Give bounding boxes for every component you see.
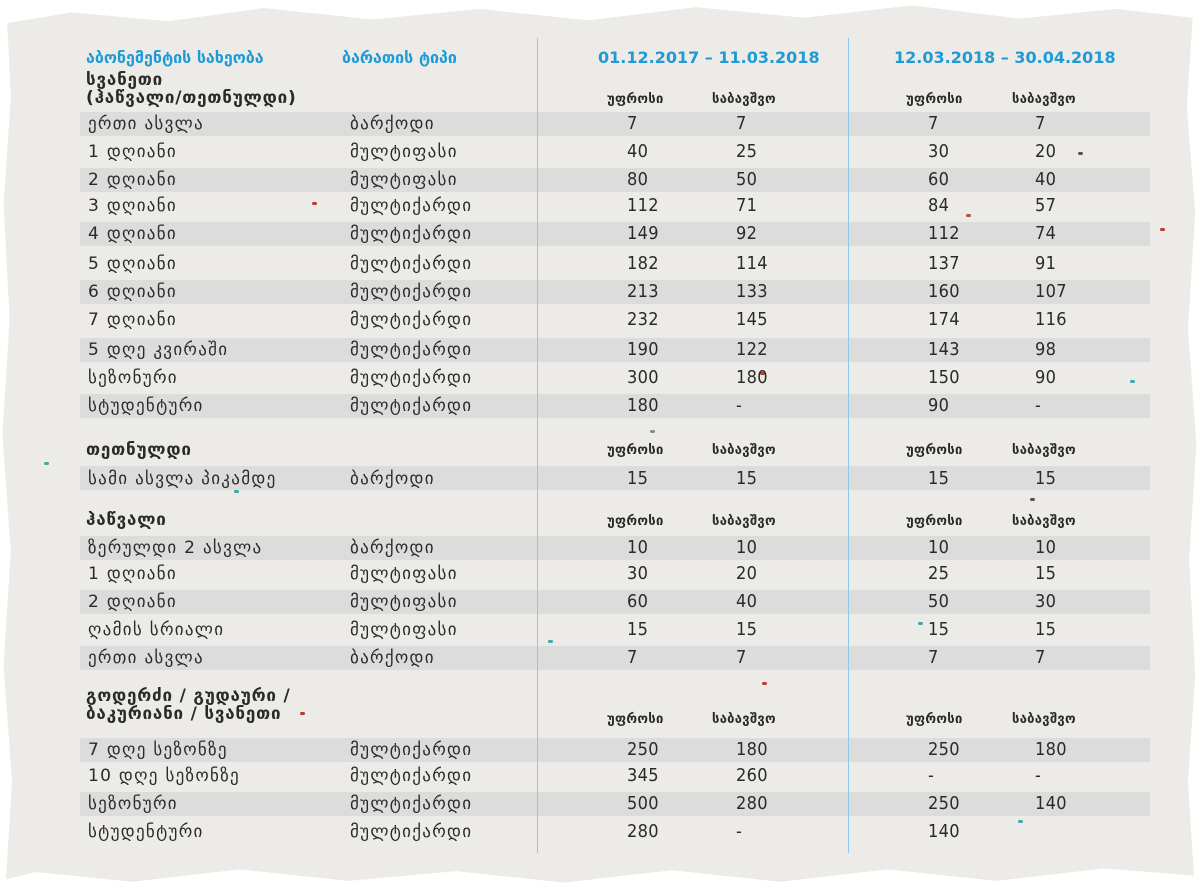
row-price-p2-adult: 112	[928, 223, 960, 244]
row-price-p1-child: 15	[736, 619, 758, 640]
row-pass-name: 10 დღე სეზონზე	[88, 766, 240, 786]
row-price-p1-child: -	[736, 395, 743, 416]
row-price-p2-adult: -	[928, 765, 935, 786]
row-price-p2-adult: 60	[928, 169, 950, 190]
row-price-p1-adult: 180	[627, 395, 659, 416]
row-price-p1-child: 7	[736, 113, 747, 134]
row-price-p2-child: 10	[1035, 537, 1057, 558]
row-price-p1-adult: 190	[627, 339, 659, 360]
row-price-p1-child: 40	[736, 591, 758, 612]
row-price-p2-adult: 30	[928, 141, 950, 162]
row-card-type: ბარქოდი	[350, 648, 435, 668]
row-price-p2-child: 15	[1035, 468, 1057, 489]
row-price-p2-adult: 7	[928, 647, 939, 668]
row-price-p1-child: 114	[736, 253, 768, 274]
row-price-p1-adult: 60	[627, 591, 649, 612]
subheader-adult: უფროსი	[607, 443, 664, 458]
row-card-type: მულტიქარდი	[350, 254, 473, 274]
row-pass-name: 4 დღიანი	[88, 224, 177, 244]
row-card-type: მულტიფასი	[350, 620, 458, 640]
subheader-adult: უფროსი	[906, 712, 963, 727]
row-card-type: მულტიქარდი	[350, 224, 473, 244]
subheader-child: საბავშვო	[1012, 712, 1076, 727]
row-pass-name: ერთი ასვლა	[88, 114, 204, 134]
subheader-adult: უფროსი	[607, 712, 664, 727]
subheader-adult: უფროსი	[607, 514, 664, 529]
subheader-child: საბავშვო	[1012, 443, 1076, 458]
row-pass-name: 7 დღე სეზონზე	[88, 740, 228, 760]
row-card-type: მულტიქარდი	[350, 766, 473, 786]
subheader-child: საბავშვო	[712, 92, 776, 107]
row-pass-name: სამი ასვლა პიკამდე	[88, 469, 277, 489]
row-price-p2-child: -	[1035, 765, 1042, 786]
row-pass-name: 1 დღიანი	[88, 564, 177, 584]
row-price-p1-child: 50	[736, 169, 758, 190]
row-pass-name: 1 დღიანი	[88, 142, 177, 162]
row-price-p2-child: 107	[1035, 281, 1067, 302]
row-price-p1-adult: 213	[627, 281, 659, 302]
row-price-p2-child: 90	[1035, 367, 1057, 388]
row-price-p1-adult: 7	[627, 647, 638, 668]
row-price-p2-adult: 140	[928, 821, 960, 842]
subheader-child: საბავშვო	[712, 514, 776, 529]
row-pass-name: 2 დღიანი	[88, 170, 177, 190]
row-price-p1-child: 180	[736, 367, 768, 388]
row-price-p2-adult: 150	[928, 367, 960, 388]
row-price-p2-child: 140	[1035, 793, 1067, 814]
row-price-p1-child: 25	[736, 141, 758, 162]
row-price-p2-child: 116	[1035, 309, 1067, 330]
row-card-type: ბარქოდი	[350, 538, 435, 558]
row-price-p1-adult: 15	[627, 468, 649, 489]
row-price-p1-adult: 15	[627, 619, 649, 640]
header-period-2: 12.03.2018 – 30.04.2018	[894, 48, 1116, 67]
row-card-type: მულტიფასი	[350, 564, 458, 584]
subheader-adult: უფროსი	[906, 514, 963, 529]
row-price-p2-child: 91	[1035, 253, 1057, 274]
row-price-p1-child: 180	[736, 739, 768, 760]
row-price-p2-adult: 15	[928, 468, 950, 489]
row-price-p1-child: 145	[736, 309, 768, 330]
row-price-p2-child: 74	[1035, 223, 1057, 244]
row-price-p2-adult: 143	[928, 339, 960, 360]
row-card-type: ბარქოდი	[350, 469, 435, 489]
row-card-type: მულტიქარდი	[350, 396, 473, 416]
row-price-p1-adult: 10	[627, 537, 649, 558]
row-card-type: მულტიქარდი	[350, 794, 473, 814]
subheader-child: საბავშვო	[1012, 92, 1076, 107]
row-pass-name: სეზონური	[88, 368, 178, 388]
row-price-p1-child: 7	[736, 647, 747, 668]
row-price-p2-adult: 137	[928, 253, 960, 274]
subheader-child: საბავშვო	[712, 443, 776, 458]
row-card-type: მულტიქარდი	[350, 740, 473, 760]
row-pass-name: 6 დღიანი	[88, 282, 177, 302]
row-card-type: მულტიქარდი	[350, 196, 473, 216]
row-card-type: მულტიქარდი	[350, 368, 473, 388]
section-title: თეთნულდი	[86, 440, 192, 460]
row-pass-name: სტუდენტური	[88, 822, 204, 842]
header-pass-name: აბონემენტის სახეობა	[86, 48, 264, 67]
row-price-p2-child: 15	[1035, 619, 1057, 640]
header-period-1: 01.12.2017 – 11.03.2018	[598, 48, 820, 67]
row-price-p1-adult: 280	[627, 821, 659, 842]
row-pass-name: ღამის სრიალი	[88, 620, 225, 640]
subheader-child: საბავშვო	[1012, 514, 1076, 529]
row-price-p1-child: 260	[736, 765, 768, 786]
row-pass-name: 5 დღე კვირაში	[88, 340, 229, 360]
row-card-type: მულტიქარდი	[350, 340, 473, 360]
row-price-p1-adult: 40	[627, 141, 649, 162]
subheader-adult: უფროსი	[607, 92, 664, 107]
row-price-p1-adult: 112	[627, 195, 659, 216]
row-card-type: მულტიფასი	[350, 592, 458, 612]
row-price-p2-adult: 25	[928, 563, 950, 584]
row-price-p2-child: 15	[1035, 563, 1057, 584]
row-card-type: მულტიფასი	[350, 170, 458, 190]
column-divider-1	[537, 38, 538, 853]
row-price-p1-adult: 30	[627, 563, 649, 584]
row-card-type: მულტიქარდი	[350, 282, 473, 302]
row-price-p2-adult: 7	[928, 113, 939, 134]
row-price-p2-adult: 90	[928, 395, 950, 416]
row-price-p2-child: -	[1035, 395, 1042, 416]
header-card-type: ბარათის ტიპი	[342, 48, 457, 67]
row-price-p1-adult: 250	[627, 739, 659, 760]
section-title: ჰაწვალი	[86, 510, 167, 530]
row-price-p2-child: 20	[1035, 141, 1057, 162]
row-price-p2-adult: 250	[928, 793, 960, 814]
row-price-p2-child: 7	[1035, 113, 1046, 134]
row-pass-name: 3 დღიანი	[88, 196, 177, 216]
row-price-p2-child: 30	[1035, 591, 1057, 612]
row-price-p1-adult: 300	[627, 367, 659, 388]
section-title: (ჰაწვალი/თეთნულდი)	[86, 88, 297, 108]
row-price-p2-child: 180	[1035, 739, 1067, 760]
row-price-p1-adult: 232	[627, 309, 659, 330]
row-pass-name: სეზონური	[88, 794, 178, 814]
column-divider-2	[848, 38, 849, 853]
row-pass-name: 2 დღიანი	[88, 592, 177, 612]
row-price-p1-child: 122	[736, 339, 768, 360]
row-pass-name: 7 დღიანი	[88, 310, 177, 330]
row-price-p2-child: 7	[1035, 647, 1046, 668]
row-pass-name: 5 დღიანი	[88, 254, 177, 274]
row-price-p2-adult: 84	[928, 195, 950, 216]
row-price-p1-child: 15	[736, 468, 758, 489]
row-price-p2-adult: 10	[928, 537, 950, 558]
row-price-p1-adult: 182	[627, 253, 659, 274]
row-price-p1-child: 71	[736, 195, 758, 216]
row-price-p1-child: 280	[736, 793, 768, 814]
row-price-p1-adult: 500	[627, 793, 659, 814]
row-price-p2-child: 57	[1035, 195, 1057, 216]
section-title: გოდერძი / გუდაური /	[86, 686, 291, 706]
row-price-p1-adult: 345	[627, 765, 659, 786]
row-price-p2-adult: 250	[928, 739, 960, 760]
row-price-p1-child: 20	[736, 563, 758, 584]
row-price-p2-adult: 15	[928, 619, 950, 640]
row-price-p1-adult: 149	[627, 223, 659, 244]
subheader-adult: უფროსი	[906, 443, 963, 458]
section-title: სვანეთი	[86, 70, 164, 90]
subheader-child: საბავშვო	[712, 712, 776, 727]
row-price-p1-child: 133	[736, 281, 768, 302]
row-price-p2-adult: 160	[928, 281, 960, 302]
row-card-type: მულტიფასი	[350, 142, 458, 162]
row-price-p1-child: 92	[736, 223, 758, 244]
row-price-p2-adult: 174	[928, 309, 960, 330]
row-price-p1-child: -	[736, 821, 743, 842]
row-price-p2-child: 98	[1035, 339, 1057, 360]
row-card-type: მულტიქარდი	[350, 822, 473, 842]
row-price-p1-child: 10	[736, 537, 758, 558]
row-card-type: მულტიქარდი	[350, 310, 473, 330]
row-pass-name: ზერულდი 2 ასვლა	[88, 538, 263, 558]
row-pass-name: ერთი ასვლა	[88, 648, 204, 668]
row-pass-name: სტუდენტური	[88, 396, 204, 416]
row-price-p1-adult: 80	[627, 169, 649, 190]
section-title: ბაკურიანი / სვანეთი	[86, 704, 282, 724]
row-price-p2-adult: 50	[928, 591, 950, 612]
row-price-p2-child: 40	[1035, 169, 1057, 190]
row-card-type: ბარქოდი	[350, 114, 435, 134]
subheader-adult: უფროსი	[906, 92, 963, 107]
row-price-p1-adult: 7	[627, 113, 638, 134]
